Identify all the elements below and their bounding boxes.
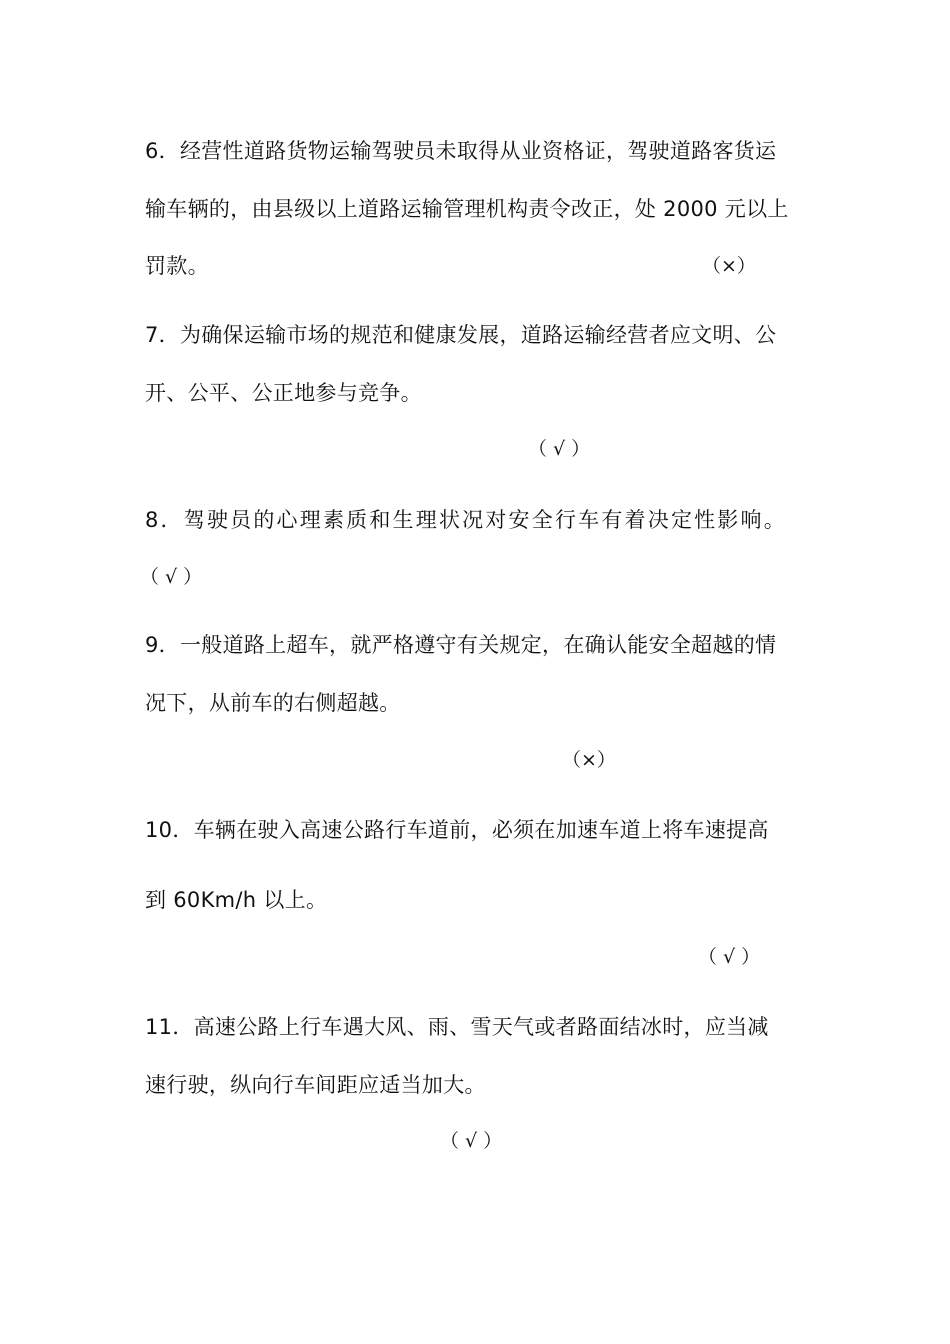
- question-6-line-2: 输车辆的，由县级以上道路运输管理机构责令改正，处 2000 元以上: [145, 197, 789, 221]
- question-10-line-1: 10．车辆在驶入高速公路行车道前，必须在加速车道上将车速提高: [145, 818, 769, 842]
- question-7-line-1: 7．为确保运输市场的规范和健康发展，道路运输经营者应文明、公: [145, 323, 777, 347]
- question-7-answer: （ √ ）: [528, 438, 591, 460]
- question-7-line-2: 开、公平、公正地参与竞争。: [145, 381, 422, 405]
- question-11-line-1: 11．高速公路上行车遇大风、雨、雪天气或者路面结冰时，应当减: [145, 1015, 769, 1039]
- question-9-line-2: 况下，从前车的右侧超越。: [145, 691, 401, 715]
- question-10-answer: （ √ ）: [698, 946, 761, 968]
- question-9-line-1: 9．一般道路上超车，就严格遵守有关规定，在确认能安全超越的情: [145, 633, 777, 657]
- question-10-line-2: 到 60Km/h 以上。: [145, 888, 328, 912]
- question-11-answer: （ √ ）: [440, 1130, 503, 1152]
- question-8-answer: （ √ ）: [140, 566, 203, 588]
- question-6-line-1: 6．经营性道路货物运输驾驶员未取得从业资格证，驾驶道路客货运: [145, 139, 777, 163]
- question-9-answer: （×）: [562, 749, 616, 771]
- question-8-line-1: 8．驾驶员的心理素质和生理状况对安全行车有着决定性影响。: [145, 508, 787, 532]
- question-6-line-3: 罚款。: [145, 254, 209, 278]
- question-11-line-2: 速行驶，纵向行车间距应适当加大。: [145, 1073, 486, 1097]
- question-6-answer: （×）: [702, 255, 756, 277]
